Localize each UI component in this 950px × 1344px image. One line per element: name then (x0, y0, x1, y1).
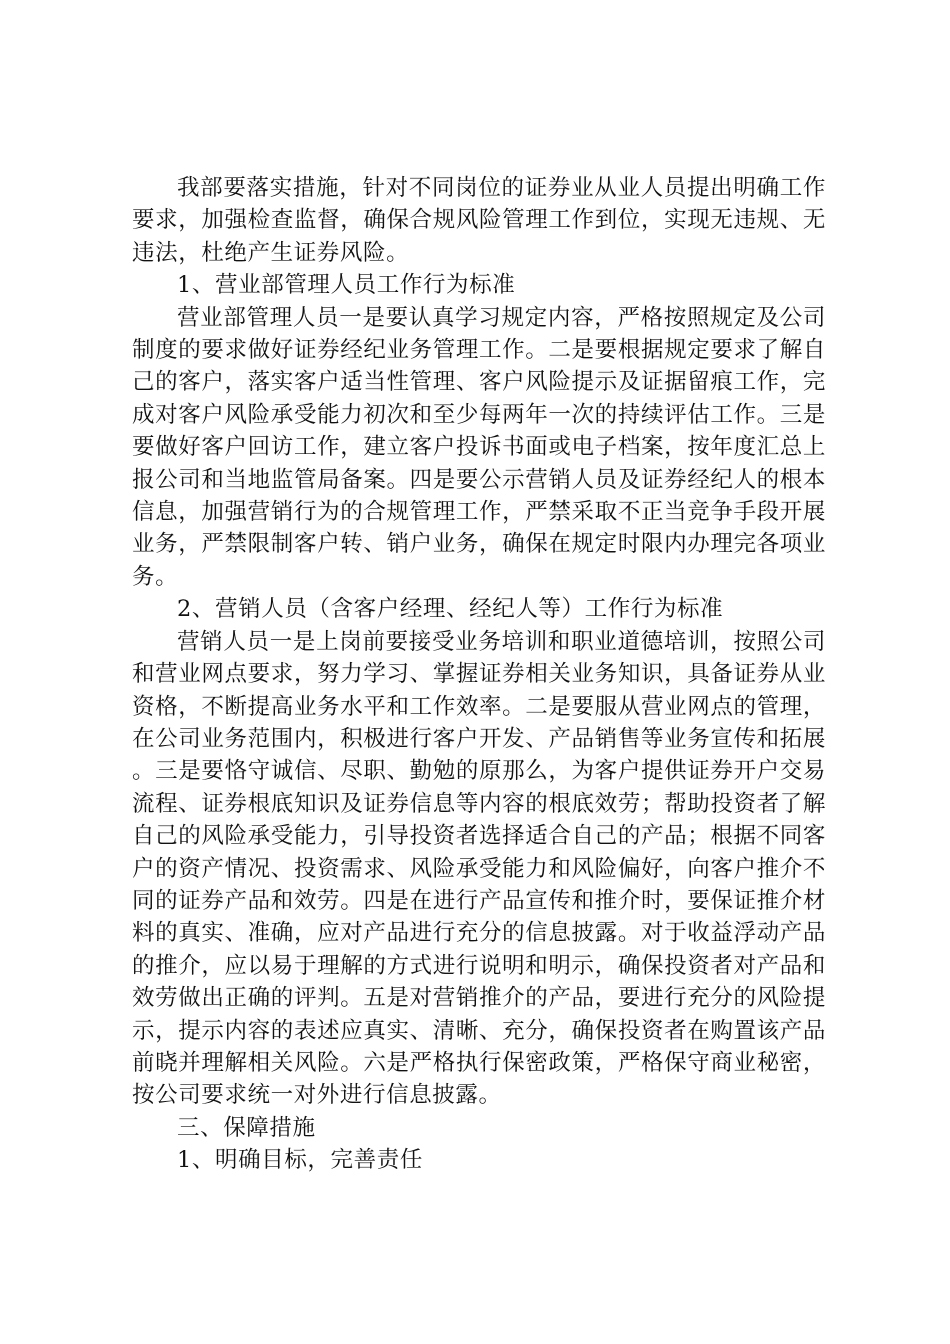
paragraph-intro: 我部要落实措施，针对不同岗位的证券业从业人员提出明确工作要求，加强检查监督，确保合规风险管理工作到位，实现无违规、无违法，杜绝产生证券风险。 (132, 175, 826, 266)
document-page (132, 172, 826, 1177)
subsection-heading-goals: 1、明确目标，完善责任 (177, 1147, 423, 1174)
section-heading-marketing-standards: 2、营销人员（含客户经理、经纪人等）工作行为标准 (177, 596, 724, 623)
section-heading-manager-standards: 1、营业部管理人员工作行为标准 (177, 272, 516, 299)
section-heading-safeguards: 三、保障措施 (177, 1114, 316, 1141)
paragraph-manager-standards: 营业部管理人员一是要认真学习规定内容，严格按照规定及公司制度的要求做好证券经纪业务管理工作。二是要根据规定要求了解自己的客户，落实客户适当性管理、客户风险提示及证据留痕工作，完成对客户风险承受能力初次和至少每两年一次的持续评估工作。三是要做好客户回访工作，建立客户投诉书面或电子档案，按年度汇总上报公司和当地监管局备案。四是要公示营销人员及证券经纪人的根本信息，加强营销行为的合规管理工作，严禁采取不正当竞争手段开展业务，严禁限制客户转、销户业务，确保在规定时限内办理完各项业务。 (132, 304, 826, 590)
paragraph-marketing-standards: 营销人员一是上岗前要接受业务培训和职业道德培训，按照公司和营业网点要求，努力学习、掌握证券相关业务知识，具备证券从业资格，不断提高业务水平和工作效率。二是要服从营业网点的管理，在公司业务范围内，积极进行客户开发、产品销售等业务宣传和拓展。三是要恪守诚信、尽职、勤勉的原那么，为客户提供证券开户交易流程、证券根底知识及证券信息等内容的根底效劳；帮助投资者了解自己的风险承受能力，引导投资者选择适合自己的产品；根据不同客户的资产情况、投资需求、风险承受能力和风险偏好，向客户推介不同的证券产品和效劳。四是在进行产品宣传和推介时，要保证推介材料的真实、准确，应对产品进行充分的信息披露。对于收益浮动产品的推介，应以易于理解的方式进行说明和明示，确保投资者对产品和效劳做出正确的评判。五是对营销推介的产品，要进行充分的风险提示，提示内容的表述应真实、清晰、充分，确保投资者在购置该产品前晓并理解相关风险。六是严格执行保密政策，严格保守商业秘密，按公司要求统一对外进行信息披露。 (132, 628, 826, 1109)
